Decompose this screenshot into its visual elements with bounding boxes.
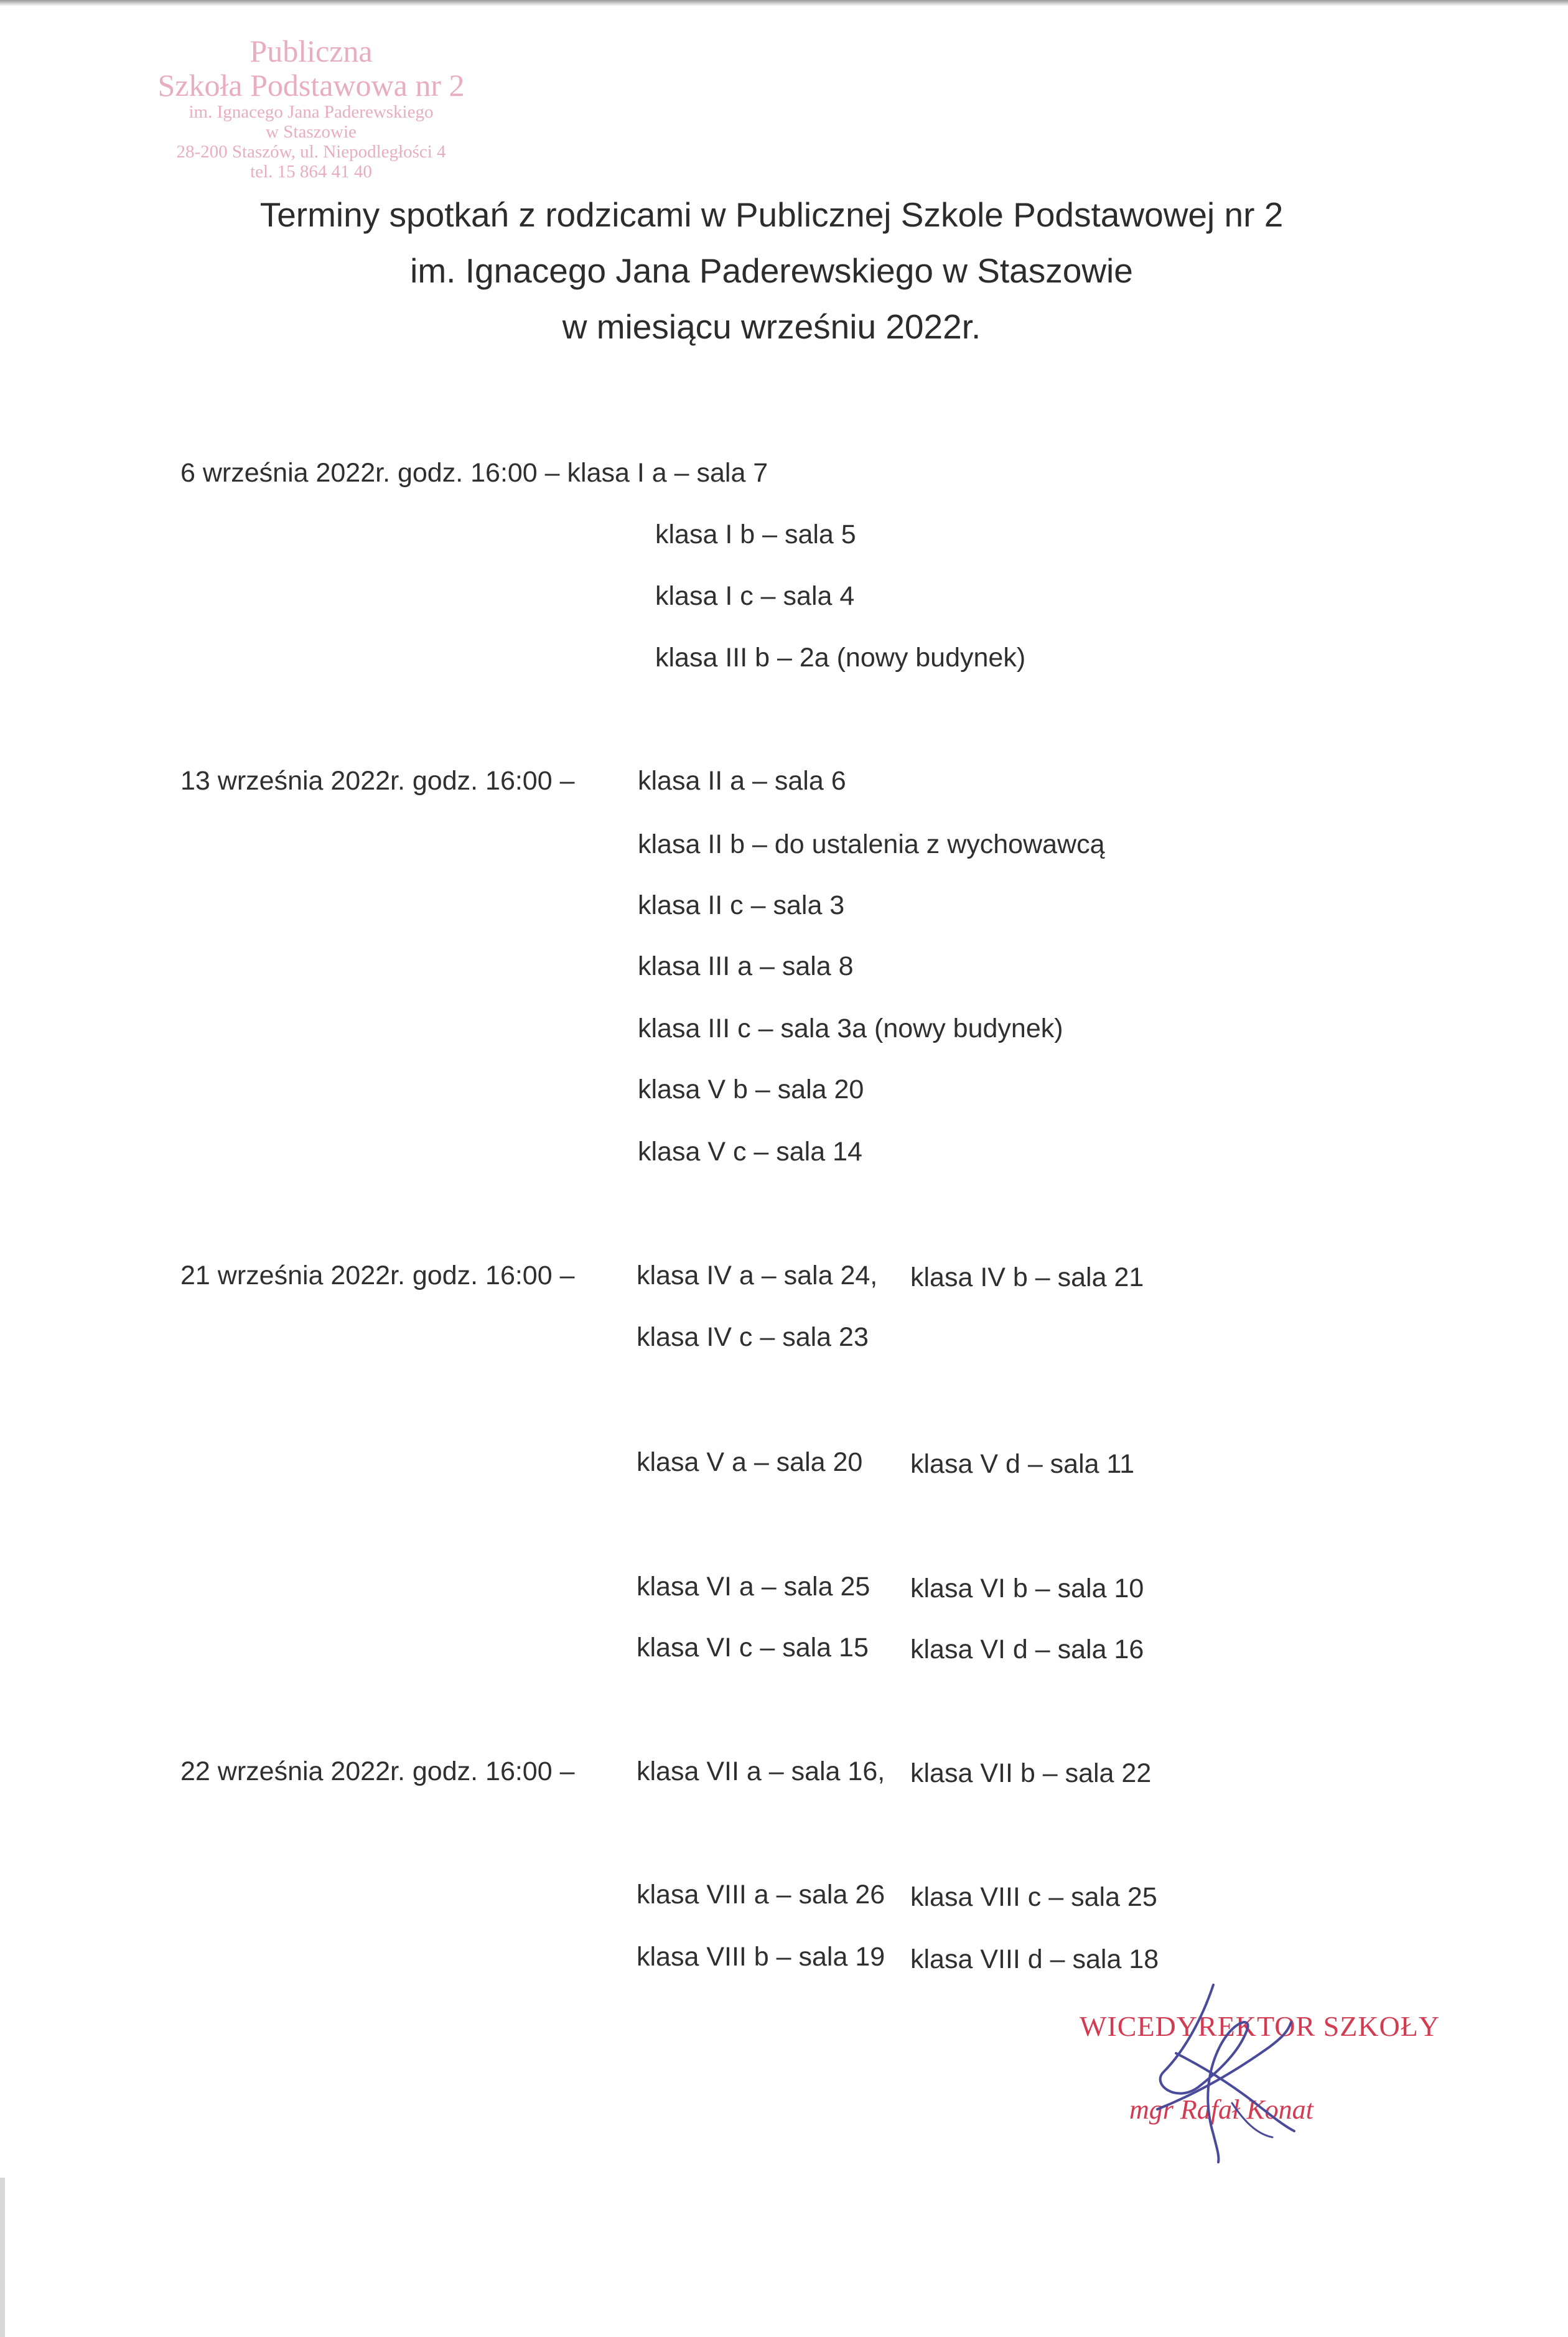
meeting-entry: klasa V b – sala 20 [638,1075,864,1104]
stamp-line: Publiczna [250,34,373,68]
meeting-date: 21 września 2022r. godz. 16:00 – [180,1261,575,1290]
meeting-entry: klasa VI b – sala 10 [910,1574,1144,1603]
stamp-line: tel. 15 864 41 40 [250,161,372,182]
stamp-line: w Staszowie [266,121,357,142]
meeting-entry: klasa I b – sala 5 [655,520,856,549]
stamp-line: im. Ignacego Jana Paderewskiego [189,102,434,122]
meeting-entry: klasa V a – sala 20 [637,1447,863,1477]
meeting-entry: klasa V c – sala 14 [638,1137,862,1167]
meeting-entry: klasa II b – do ustalenia z wychowawcą [638,829,1105,859]
title-line: Terminy spotkań z rodzicami w Publicznej Szkole Podstawowej nr 2 [259,195,1284,234]
meeting-entry: klasa VI a – sala 25 [637,1572,870,1602]
meeting-entry: klasa I c – sala 4 [655,581,855,611]
meeting-entry: klasa V d – sala 11 [910,1449,1135,1479]
meeting-entry: klasa VIII c – sala 25 [910,1882,1157,1912]
meeting-entry: klasa III a – sala 8 [638,951,854,981]
meeting-entry: klasa VIII a – sala 26 [637,1880,885,1910]
scan-top-edge [0,0,1568,6]
meeting-entry: klasa II c – sala 3 [638,890,845,920]
meeting-entry: klasa VI d – sala 16 [910,1635,1144,1664]
title-line: im. Ignacego Jana Paderewskiego w Staszowie [410,251,1133,290]
meeting-entry: klasa VI c – sala 15 [637,1633,869,1663]
stamp-line: Szkoła Podstawowa nr 2 [157,68,465,103]
title-line: w miesiącu wrześniu 2022r. [562,307,981,346]
meeting-entry: klasa VIII b – sala 19 [637,1942,885,1972]
meeting-entry: klasa III c – sala 3a (nowy budynek) [638,1014,1063,1043]
scan-left-edge [0,2178,5,2337]
meeting-entry: klasa III b – 2a (nowy budynek) [655,643,1026,673]
school-stamp [100,34,523,182]
meeting-date: 22 września 2022r. godz. 16:00 – [180,1756,575,1786]
meeting-entry: klasa VII b – sala 22 [910,1758,1152,1788]
meeting-entry: klasa II a – sala 6 [638,766,846,796]
meeting-entry: klasa IV a – sala 24, [637,1261,878,1290]
meeting-entry: klasa IV b – sala 21 [910,1262,1144,1292]
handwritten-signature [1139,1979,1300,2165]
meeting-date: 6 września 2022r. godz. 16:00 – klasa I a – sala 7 [180,458,768,488]
meeting-entry: klasa IV c – sala 23 [637,1322,869,1352]
meeting-date: 13 września 2022r. godz. 16:00 – [180,766,575,796]
signature-stamp-name: mgr Rafał Konat [1129,2094,1314,2125]
stamp-line: 28-200 Staszów, ul. Niepodległości 4 [176,141,446,162]
document-title [0,187,1543,355]
meeting-entry: klasa VIII d – sala 18 [910,1944,1159,1974]
meeting-entry: klasa VII a – sala 16, [637,1756,885,1786]
signature-stamp-title: WICEDYREKTOR SZKOŁY [1080,2010,1440,2042]
